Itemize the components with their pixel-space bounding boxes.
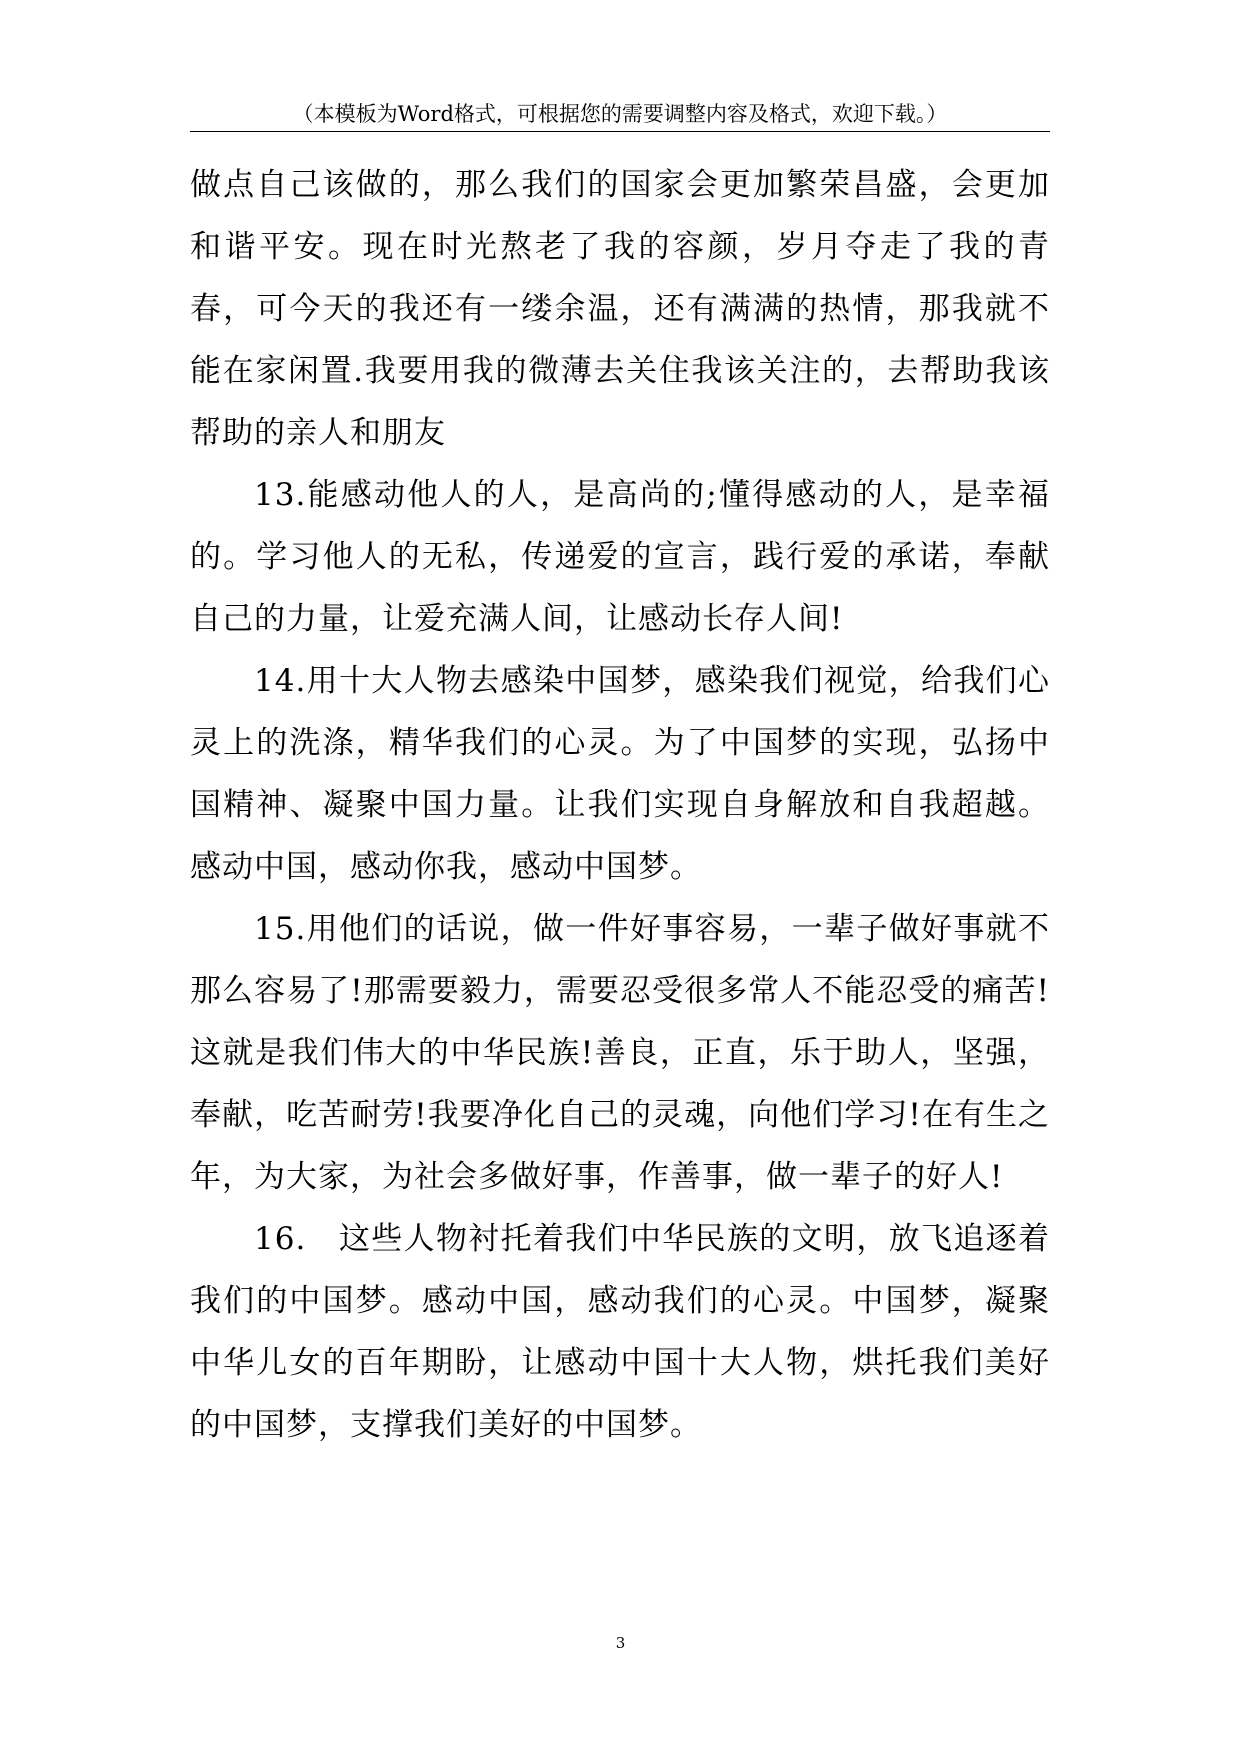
document-body: [190, 154, 1050, 1456]
paragraph-13: 13.能感动他人的人，是高尚的;懂得感动的人，是幸福的。学习他人的无私，传递爱的宣言，践行爱的承诺，奉献自己的力量，让爱充满人间，让感动长存人间!: [190, 477, 1050, 637]
paragraph-16: 16. 这些人物衬托着我们中华民族的文明，放飞追逐着我们的中国梦。感动中国，感动我们的心灵。中国梦，凝聚中华儿女的百年期盼，让感动中国十大人物，烘托我们美好的中国梦，支撑我们美好的中国梦。: [190, 1221, 1050, 1443]
header-divider: [190, 131, 1050, 132]
paragraph-14: 14.用十大人物去感染中国梦，感染我们视觉，给我们心灵上的洗涤，精华我们的心灵。为了中国梦的实现，弘扬中国精神、凝聚中国力量。让我们实现自身解放和自我超越。感动中国，感动你我，感动中国梦。: [190, 663, 1050, 885]
page-number: 3: [615, 1634, 626, 1652]
paragraph-continued: 做点自己该做的，那么我们的国家会更加繁荣昌盛，会更加和谐平安。现在时光熬老了我的容颜，岁月夺走了我的青春，可今天的我还有一缕余温，还有满满的热情，那我就不能在家闲置.我要用我的微薄去关住我该关注的，去帮助我该帮助的亲人和朋友: [190, 167, 1050, 451]
page-header: （本模板为Word格式，可根据您的需要调整内容及格式，欢迎下载。）: [292, 102, 948, 126]
paragraph-15: 15.用他们的话说，做一件好事容易，一辈子做好事就不那么容易了!那需要毅力，需要忍受很多常人不能忍受的痛苦!这就是我们伟大的中华民族!善良，正直，乐于助人，坚强，奉献，吃苦耐劳!我要净化自己的灵魂，向他们学习!在有生之年，为大家，为社会多做好事，作善事，做一辈子的好人!: [190, 911, 1050, 1195]
